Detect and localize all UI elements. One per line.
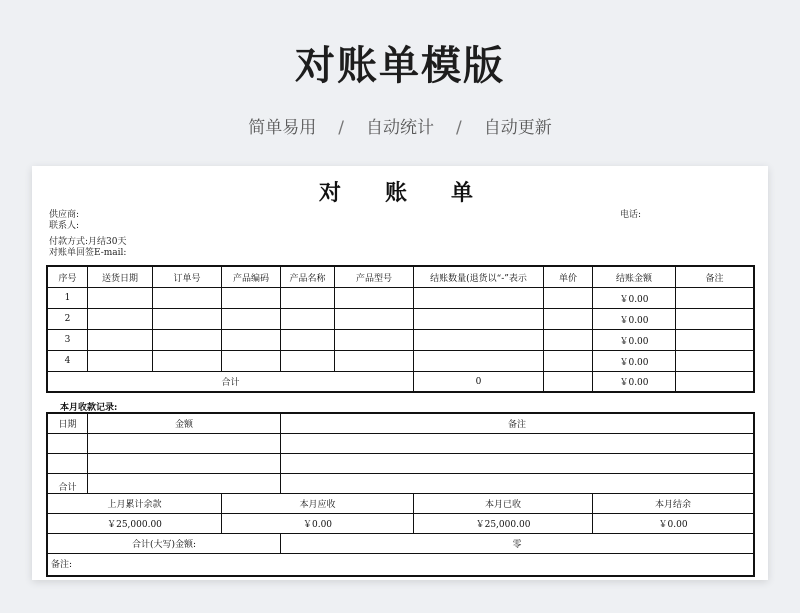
cell[interactable] <box>544 351 593 372</box>
cell[interactable] <box>153 351 222 372</box>
orders-header-row <box>48 267 754 288</box>
col-header: 订单号 <box>153 267 222 288</box>
cell[interactable] <box>544 330 593 351</box>
tag-separator: / <box>456 118 462 138</box>
cell[interactable] <box>281 474 754 494</box>
contact-label: 联系人: <box>49 221 80 231</box>
orders-total-row <box>48 372 754 392</box>
email-label: 对账单回签E-mail: <box>49 248 127 258</box>
cell[interactable] <box>335 309 414 330</box>
cell[interactable] <box>153 309 222 330</box>
cell[interactable] <box>88 454 281 474</box>
total-amount: ￥0.00 <box>593 372 676 392</box>
summary-header: 本月已收 <box>414 494 593 514</box>
col-header: 备注 <box>676 267 754 288</box>
capital-value: 零 <box>281 534 754 554</box>
doc-title-char: 单 <box>451 180 482 206</box>
cell[interactable] <box>48 454 88 474</box>
cell[interactable] <box>281 454 754 474</box>
cell[interactable] <box>544 309 593 330</box>
summary-header: 本月应收 <box>222 494 414 514</box>
cell[interactable] <box>281 288 335 309</box>
col-header: 产品编码 <box>222 267 281 288</box>
row-no: 1 <box>48 288 88 309</box>
tag-separator: / <box>338 118 344 138</box>
table-row <box>48 288 754 309</box>
cell[interactable] <box>676 288 754 309</box>
summary-header-row <box>48 494 754 514</box>
col-header: 序号 <box>48 267 88 288</box>
col-header: 单价 <box>544 267 593 288</box>
doc-title-char: 账 <box>384 180 415 206</box>
cell[interactable] <box>222 330 281 351</box>
row-amount: ￥0.00 <box>593 330 676 351</box>
cell[interactable] <box>88 434 281 454</box>
row-amount: ￥0.00 <box>593 309 676 330</box>
cell[interactable] <box>676 351 754 372</box>
cell[interactable] <box>222 288 281 309</box>
table-row <box>48 330 754 351</box>
received: ￥25,000.00 <box>414 514 593 534</box>
summary-values-row <box>48 514 754 534</box>
row-no: 2 <box>48 309 88 330</box>
cell[interactable] <box>222 351 281 372</box>
cell <box>676 372 754 392</box>
cell[interactable] <box>222 309 281 330</box>
table-row <box>48 434 754 454</box>
receipts-total-label: 合计 <box>48 474 88 494</box>
receivable: ￥0.00 <box>222 514 414 534</box>
statement-sheet <box>32 166 768 580</box>
cell[interactable] <box>88 309 153 330</box>
orders-table <box>47 266 754 392</box>
tag-auto-update: 自动更新 <box>483 118 552 138</box>
receipts-header-row <box>48 414 754 434</box>
col-header: 送货日期 <box>88 267 153 288</box>
col-header: 结账数量(退货以“-”表示 <box>414 267 544 288</box>
row-no: 3 <box>48 330 88 351</box>
cell[interactable] <box>335 288 414 309</box>
cell[interactable] <box>335 351 414 372</box>
prev-balance: ￥25,000.00 <box>48 514 222 534</box>
receipts-section-label: 本月收款记录: <box>60 403 118 413</box>
cell[interactable] <box>153 288 222 309</box>
table-row <box>48 351 754 372</box>
tag-auto-stat: 自动统计 <box>366 118 434 138</box>
total-label: 合计 <box>48 372 414 392</box>
table-row <box>48 454 754 474</box>
cell[interactable] <box>414 309 544 330</box>
doc-title-char: 对 <box>318 180 349 206</box>
remark-label[interactable]: 备注: <box>48 554 754 576</box>
table-row <box>48 474 754 494</box>
payment-terms: 付款方式:月结30天 <box>49 237 127 247</box>
doc-title <box>32 176 768 207</box>
capital-row <box>48 534 754 554</box>
cell[interactable] <box>281 434 754 454</box>
tag-easy: 简单易用 <box>248 118 317 138</box>
receipts-table <box>47 413 754 576</box>
summary-header: 上月累计余款 <box>48 494 222 514</box>
cell[interactable] <box>544 288 593 309</box>
page-title: 对账单模版 <box>295 43 505 89</box>
col-header: 结账金额 <box>593 267 676 288</box>
summary-header: 本月结余 <box>593 494 754 514</box>
col-header: 备注 <box>281 414 754 434</box>
cell[interactable] <box>88 474 281 494</box>
cell[interactable] <box>676 309 754 330</box>
cell[interactable] <box>88 351 153 372</box>
table-row <box>48 309 754 330</box>
cell[interactable] <box>281 330 335 351</box>
cell[interactable] <box>335 330 414 351</box>
cell <box>544 372 593 392</box>
row-amount: ￥0.00 <box>593 288 676 309</box>
cell[interactable] <box>88 288 153 309</box>
col-header: 日期 <box>48 414 88 434</box>
capital-label: 合计(大写)金额: <box>48 534 281 554</box>
balance: ￥0.00 <box>593 514 754 534</box>
cell[interactable] <box>414 351 544 372</box>
remark-row <box>48 554 754 576</box>
cell[interactable] <box>414 288 544 309</box>
supplier-label: 供应商: <box>49 210 80 220</box>
total-qty: 0 <box>414 372 544 392</box>
cell[interactable] <box>676 330 754 351</box>
tagline <box>0 113 800 138</box>
cell[interactable] <box>153 330 222 351</box>
col-header: 产品名称 <box>281 267 335 288</box>
col-header: 产品型号 <box>335 267 414 288</box>
phone-label: 电话: <box>620 210 642 220</box>
row-amount: ￥0.00 <box>593 351 676 372</box>
cell[interactable] <box>281 309 335 330</box>
col-header: 金额 <box>88 414 281 434</box>
cell[interactable] <box>48 434 88 454</box>
cell[interactable] <box>414 330 544 351</box>
cell[interactable] <box>281 351 335 372</box>
row-no: 4 <box>48 351 88 372</box>
cell[interactable] <box>88 330 153 351</box>
